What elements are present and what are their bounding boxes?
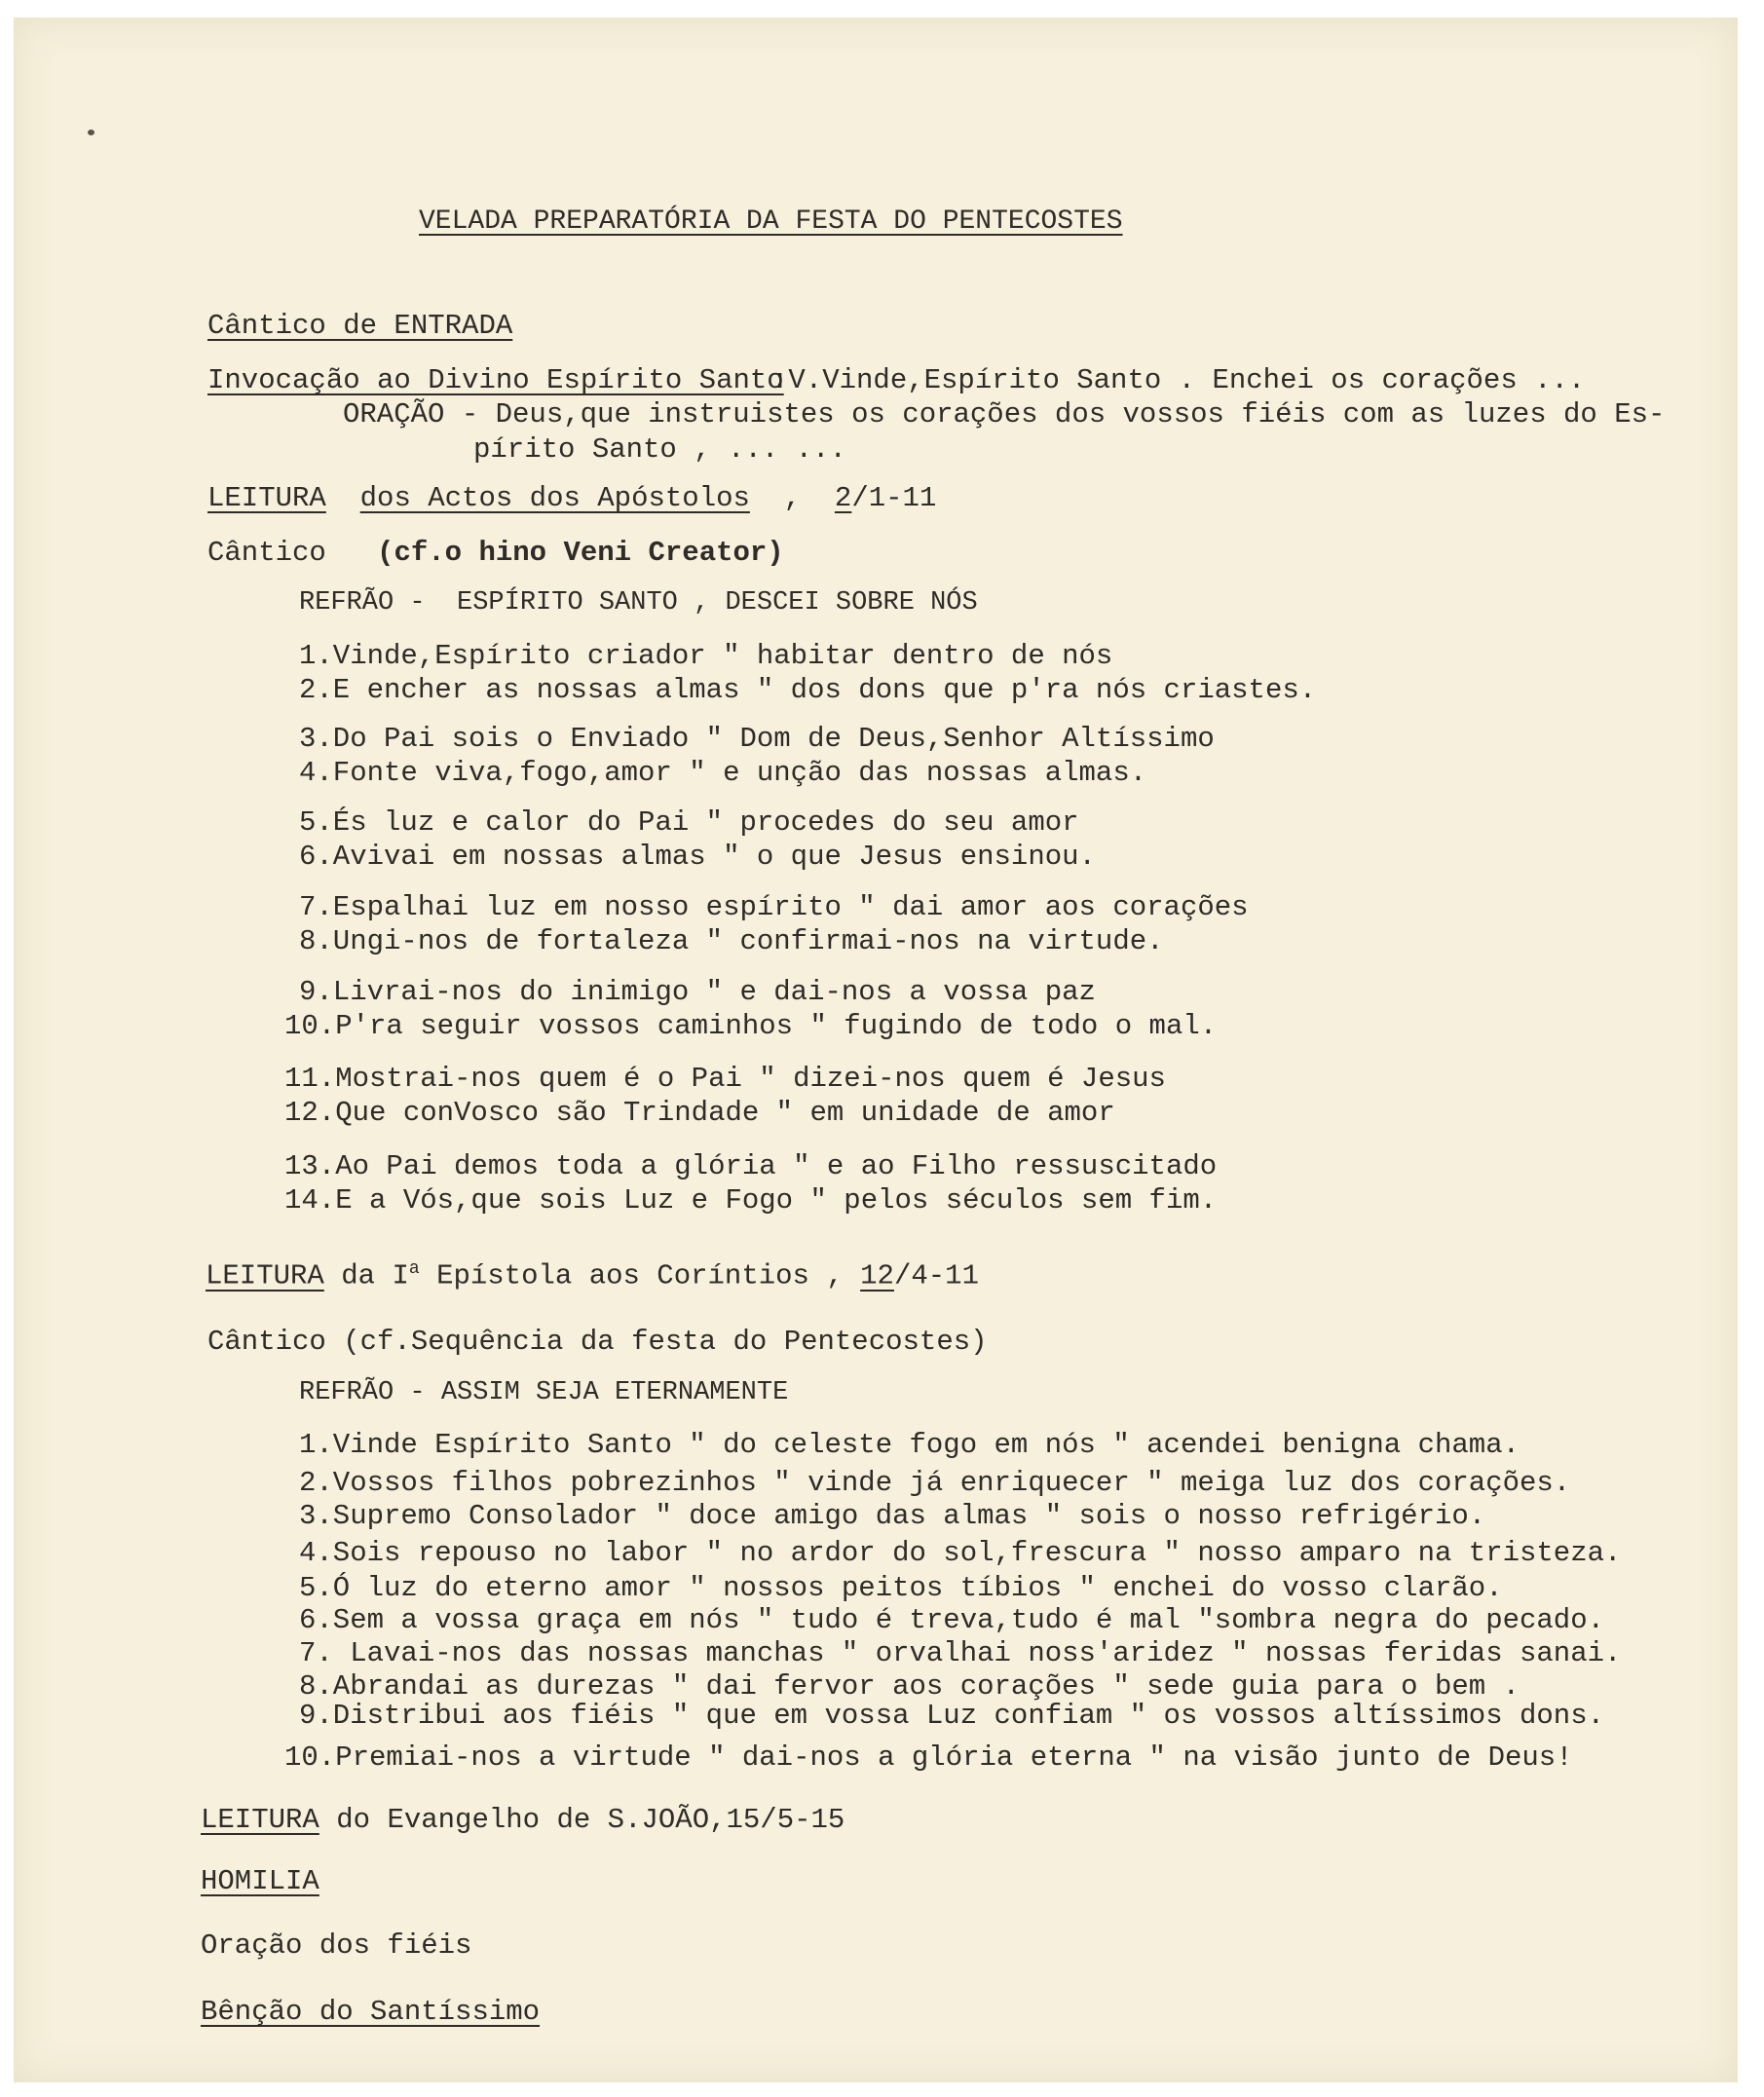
hymn1-line: 3.Do Pai sois o Enviado " Dom de Deus,Senhor Altíssimo bbox=[299, 723, 1215, 755]
hymn1-line: 6.Avivai em nossas almas " o que Jesus ensinou. bbox=[299, 841, 1096, 873]
page-title: VELADA PREPARATÓRIA DA FESTA DO PENTECOSTES bbox=[419, 206, 1123, 237]
hymn2-line: 6.Sem a vossa graça em nós " tudo é treva,tudo é mal "sombra negra do pecado. bbox=[299, 1604, 1605, 1636]
hymn2-line: 3.Supremo Consolador " doce amigo das almas " sois o nosso refrigério. bbox=[299, 1500, 1486, 1532]
paper-speck bbox=[88, 130, 94, 135]
leitura-label: LEITURA bbox=[207, 482, 326, 514]
hymn1-line: 14.E a Vós,que sois Luz e Fogo " pelos séculos sem fim. bbox=[284, 1184, 1218, 1217]
leitura-corintios: LEITURA da $I^a$ Epístola aos Coríntios , 12/4-11 bbox=[206, 1259, 979, 1292]
oracao-line-2: pírito Santo , ... ... bbox=[473, 433, 846, 466]
hymn1-line: 13.Ao Pai demos toda a glória " e ao Filho ressuscitado bbox=[284, 1150, 1218, 1182]
refrao-1: REFRÃO - ESPÍRITO SANTO , DESCEI SOBRE NÓS bbox=[299, 588, 978, 618]
refrao-2: REFRÃO - ASSIM SEJA ETERNAMENTE bbox=[299, 1378, 789, 1407]
hymn1-line: 4.Fonte viva,fogo,amor " e unção das nossas almas. bbox=[299, 757, 1147, 789]
typed-page bbox=[14, 18, 1738, 2082]
hymn2-line: 10.Premiai-nos a virtude " dai-nos a glória eterna " na visão junto de Deus! bbox=[284, 1741, 1573, 1774]
oracao-line-1: ORAÇÃO - Deus,que instruistes os corações dos vossos fiéis com as luzes do Es- bbox=[343, 398, 1666, 431]
hymn2-line: 5.Ó luz do eterno amor " nossos peitos tíbios " enchei do vosso clarão. bbox=[299, 1572, 1503, 1604]
hymn1-line: 2.E encher as nossas almas " dos dons que p'ra nós criastes. bbox=[299, 674, 1317, 706]
leitura-actos-chapter: 2 bbox=[834, 482, 852, 514]
hymn1-line: 5.És luz e calor do Pai " procedes do seu amor bbox=[299, 806, 1079, 839]
leitura-actos: LEITURA dos Actos dos Apóstolos , 2/1-11 bbox=[207, 482, 937, 514]
hymn1-line: 1.Vinde,Espírito criador " habitar dentro de nós bbox=[299, 640, 1113, 672]
hymn1-line: 10.P'ra seguir vossos caminhos " fugindo de todo o mal. bbox=[284, 1010, 1218, 1042]
cantico-1-heading: Cântico (cf.o hino Veni Creator) bbox=[207, 537, 784, 569]
leitura-label: LEITURA bbox=[206, 1259, 324, 1292]
hymn2-line: 9.Distribui aos fiéis " que em vossa Luz confiam " os vossos altíssimos dons. bbox=[299, 1700, 1605, 1732]
hymn1-line: 12.Que conVosco são Trindade " em unidade de amor bbox=[284, 1097, 1115, 1129]
cantico-2-heading: Cântico (cf.Sequência da festa do Pentecostes) bbox=[207, 1326, 988, 1358]
hymn2-line: 1.Vinde Espírito Santo " do celeste fogo em nós " acendei benigna chama. bbox=[299, 1429, 1520, 1461]
hymn1-line: 7.Espalhai luz em nosso espírito " dai amor aos corações bbox=[299, 891, 1249, 923]
hymn2-line: 4.Sois repouso no labor " no ardor do sol,frescura " nosso amparo na tristeza. bbox=[299, 1537, 1622, 1569]
leitura-actos-verses: /1-11 bbox=[851, 482, 937, 514]
leitura-actos-text: dos Actos dos Apóstolos bbox=[359, 482, 750, 514]
bencao-heading: Bênção do Santíssimo bbox=[201, 1996, 541, 2028]
leitura-evangelho: LEITURA do Evangelho de S.JOÃO,15/5-15 bbox=[201, 1804, 845, 1836]
homilia-heading: HOMILIA bbox=[201, 1865, 319, 1897]
hymn2-line: 7. Lavai-nos das nossas manchas " orvalhai noss'aridez " nossas feridas sanai. bbox=[299, 1637, 1622, 1669]
hymn2-line: 2.Vossos filhos pobrezinhos " vinde já enriquecer " meiga luz dos corações. bbox=[299, 1467, 1571, 1499]
invocacao-verse: :V.Vinde,Espírito Santo . Enchei os corações ... bbox=[771, 364, 1586, 396]
hymn1-line: 11.Mostrai-nos quem é o Pai " dizei-nos quem é Jesus bbox=[284, 1063, 1166, 1095]
oracao-fieis: Oração dos fiéis bbox=[201, 1929, 472, 1962]
hymn2-line: 8.Abrandai as durezas " dai fervor aos corações " sede guia para o bem . bbox=[299, 1670, 1520, 1703]
hymn1-line: 9.Livrai-nos do inimigo " e dai-nos a vossa paz bbox=[299, 976, 1096, 1008]
invocacao-label: Invocação ao Divino Espírito Santo bbox=[207, 364, 784, 396]
entrada-heading: Cântico de ENTRADA bbox=[207, 310, 513, 342]
leitura-label: LEITURA bbox=[201, 1804, 319, 1836]
hymn1-line: 8.Ungi-nos de fortaleza " confirmai-nos na virtude. bbox=[299, 925, 1164, 957]
